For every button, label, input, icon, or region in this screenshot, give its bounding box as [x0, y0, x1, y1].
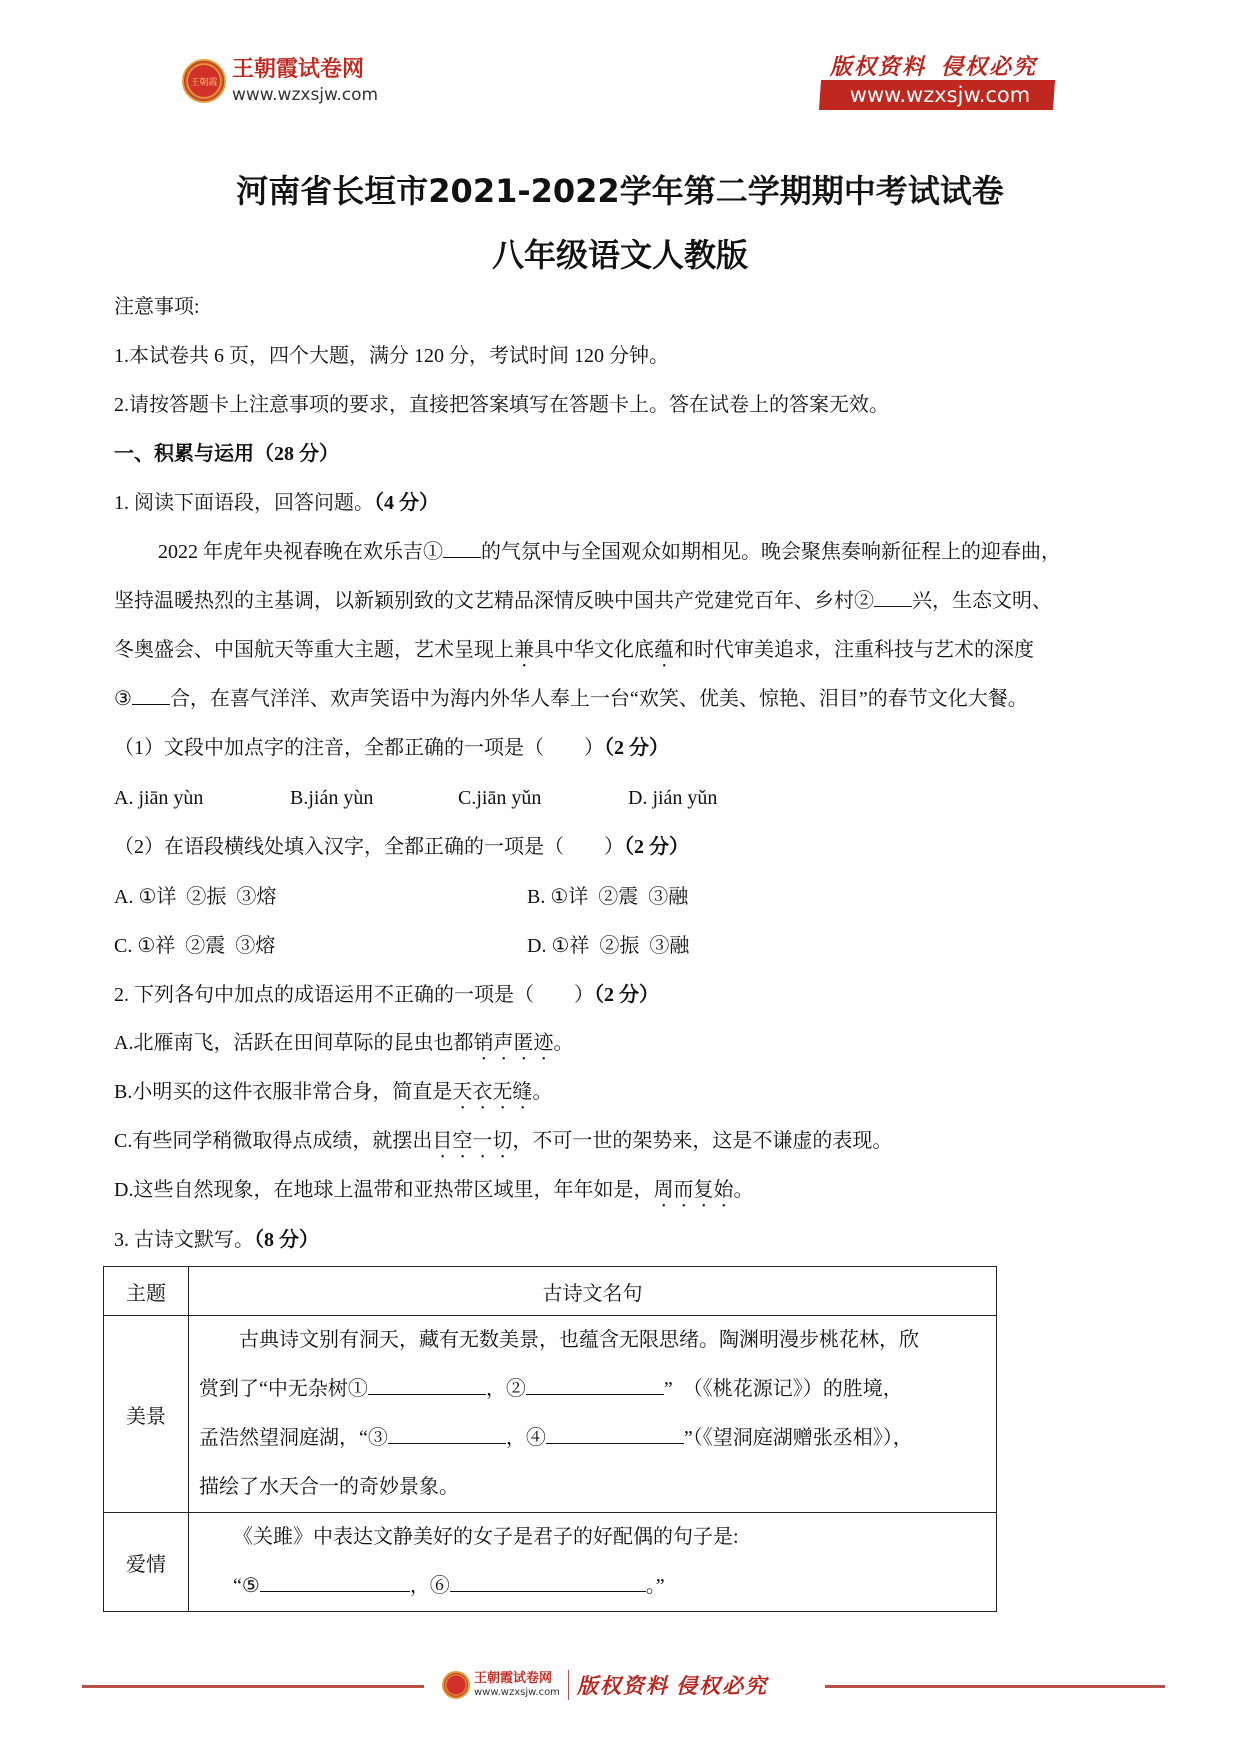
q2-option-b[interactable] — [114, 1079, 552, 1114]
footer-url: www.wzxsjw.com — [474, 1687, 560, 1698]
question-2-stem — [114, 982, 659, 1008]
sub1-option-a[interactable]: A. jiān yùn — [114, 787, 204, 809]
sub2-option-c[interactable]: C. ①祥 ②震 ③熔 — [114, 935, 276, 957]
text: 坚持温暖热烈的主基调，以新颖别致的文艺精品深情反映中国共产党建党百年、乡村② — [114, 590, 874, 612]
notice-heading: 注意事项: — [114, 296, 200, 318]
blank-3 — [132, 686, 170, 705]
scenery-cell — [189, 1316, 997, 1513]
sub2-option-d[interactable]: D. ①祥 ②振 ③融 — [527, 935, 690, 957]
notice-item-2: 2.请按答题卡上注意事项的要求，直接把答案填写在答题卡上。答在试卷上的答案无效。 — [114, 394, 889, 416]
blank-6[interactable] — [450, 1573, 646, 1592]
text: 。 — [733, 1179, 754, 1201]
passage-line-4 — [114, 686, 1028, 712]
logo-seal-icon — [182, 59, 226, 103]
q2-option-c[interactable] — [114, 1128, 892, 1163]
passage-line-1 — [158, 539, 1061, 565]
blank-1[interactable] — [368, 1376, 486, 1395]
sub1-option-b[interactable]: B.jián yùn — [290, 787, 374, 809]
idiom: 周而复始 — [653, 1179, 734, 1201]
page-subtitle: 八年级语文人教版 — [491, 236, 748, 274]
text: A.北雁南飞，活跃在田间草际的昆虫也都 — [114, 1032, 474, 1054]
idiom: 天衣无缝 — [452, 1081, 533, 1103]
text: B.小明买的这件衣服非常合身，简直是 — [114, 1081, 453, 1103]
blank-3[interactable] — [388, 1425, 506, 1444]
idiom: 销声匿迹 — [473, 1032, 554, 1054]
question-3-stem — [114, 1227, 319, 1253]
passage-line-3 — [114, 637, 1034, 672]
love-cell — [189, 1513, 997, 1612]
footer-line-left — [82, 1685, 424, 1688]
text: D.这些自然现象，在地球上温带和亚热带区域里，年年如是， — [114, 1179, 654, 1201]
score: （8 分） — [254, 1229, 319, 1251]
seal-text: 王朝霞 — [190, 76, 218, 87]
sub1-option-d[interactable]: D. jián yǔn — [628, 787, 718, 809]
sub-question-2 — [114, 834, 689, 860]
notice-item-1: 1.本试卷共 6 页，四个大题，满分 120 分，考试时间 120 分钟。 — [114, 345, 669, 367]
poem-table — [103, 1266, 997, 1612]
theme-scenery: 美景 — [104, 1316, 189, 1513]
blank-4[interactable] — [546, 1425, 684, 1444]
dotted-char: 兼 — [514, 639, 534, 661]
blank-2 — [874, 588, 912, 607]
text: 冬奥盛会、中国航天等重大主题，艺术呈现上 — [114, 639, 514, 661]
text: 赏到了“中无杂树① — [199, 1378, 368, 1400]
text: “⑤ — [233, 1575, 260, 1597]
text: 。 — [532, 1081, 553, 1103]
text: 具中华文化底 — [534, 639, 654, 661]
text: 和时代审美追求，注重科技与艺术的深度 — [674, 639, 1034, 661]
score: （2 分） — [594, 984, 659, 1006]
footer-divider — [568, 1670, 569, 1700]
footer-brand: 王朝霞试卷网 — [474, 1671, 553, 1686]
footer-line-right — [825, 1685, 1165, 1688]
header-logo[interactable] — [182, 56, 378, 106]
theme-love: 爱情 — [104, 1513, 189, 1612]
text: 。” — [645, 1575, 665, 1597]
text: （1）文段中加点字的注音，全都正确的一项是（ ） — [114, 737, 604, 759]
footer-seal-icon — [442, 1671, 470, 1699]
q2-option-a[interactable] — [114, 1030, 573, 1065]
text: ，⑥ — [409, 1575, 450, 1597]
text: C.有些同学稍微取得点成绩，就摆出 — [114, 1130, 433, 1152]
idiom: 目空一切 — [432, 1130, 513, 1152]
text: ” （《桃花源记》）的胜境， — [663, 1378, 903, 1400]
blank-1 — [443, 539, 481, 558]
text: 《关雎》中表达文静美好的女子是君子的好配偶的句子是: — [233, 1526, 739, 1548]
sub2-option-b[interactable]: B. ①详 ②震 ③融 — [527, 886, 689, 908]
logo-url: www.wzxsjw.com — [232, 85, 379, 105]
text: ③ — [114, 688, 132, 710]
text: 3. 古诗文默写。 — [114, 1229, 254, 1251]
text: 2. 下列各句中加点的成语运用不正确的一项是（ ） — [114, 984, 594, 1006]
text: 2022 年虎年央视春晚在欢乐吉① — [158, 541, 443, 563]
footer-logo[interactable] — [442, 1670, 768, 1700]
q2-option-d[interactable] — [114, 1177, 753, 1212]
score: （2 分） — [624, 836, 689, 858]
copyright-url[interactable]: www.wzxsjw.com — [849, 83, 1031, 107]
text: 孟浩然望洞庭湖，“③ — [199, 1427, 388, 1449]
table-row — [104, 1316, 997, 1513]
header-theme: 主题 — [104, 1267, 189, 1316]
text: ，不可一世的架势来，这是不谦虚的表现。 — [512, 1130, 893, 1152]
sub1-option-c[interactable]: C.jiān yǔn — [458, 787, 542, 809]
page-title: 河南省长垣市2021-2022学年第二学期期中考试试卷 — [236, 172, 1004, 210]
table-row — [104, 1513, 997, 1612]
text: ，④ — [505, 1427, 546, 1449]
text: 。 — [553, 1032, 574, 1054]
footer-copyright: 版权资料 侵权必究 — [576, 1674, 769, 1698]
question-1-stem — [114, 490, 439, 516]
text: 的气氛中与全国观众如期相见。晚会聚焦奏响新征程上的迎春曲， — [481, 541, 1061, 563]
text: 古典诗文别有洞天，藏有无数美景，也蕴含无限思绪。陶渊明漫步桃花林，欣 — [239, 1329, 919, 1351]
passage-line-2 — [114, 588, 1052, 614]
q1-stem: 1. 阅读下面语段，回答问题。 — [114, 492, 374, 514]
text: 描绘了水天合一的奇妙景象。 — [199, 1476, 459, 1498]
score: （2 分） — [604, 737, 669, 759]
header-verses: 古诗文名句 — [189, 1267, 997, 1316]
text: 合，在喜气洋洋、欢声笑语中为海内外华人奉上一台“欢笑、优美、惊艳、泪目”的春节文化大餐。 — [169, 688, 1028, 710]
blank-2[interactable] — [526, 1376, 664, 1395]
table-header-row — [104, 1267, 997, 1316]
logo-brand: 王朝霞试卷网 — [232, 57, 365, 82]
sub-question-1 — [114, 735, 669, 761]
text: 兴，生态文明、 — [912, 590, 1052, 612]
q1-score: （4 分） — [374, 492, 439, 514]
text: ”（《望洞庭湖赠张丞相》）， — [683, 1427, 913, 1449]
section-heading: 一、积累与运用（28 分） — [114, 443, 339, 465]
sub2-option-a[interactable]: A. ①详 ②振 ③熔 — [114, 886, 277, 908]
text: （2）在语段横线处填入汉字，全都正确的一项是（ ） — [114, 836, 624, 858]
copyright-notice: 版权资料 侵权必究 — [830, 54, 1038, 79]
dotted-char: 蕴 — [654, 639, 674, 661]
text: ，② — [485, 1378, 526, 1400]
blank-5[interactable] — [260, 1573, 410, 1592]
